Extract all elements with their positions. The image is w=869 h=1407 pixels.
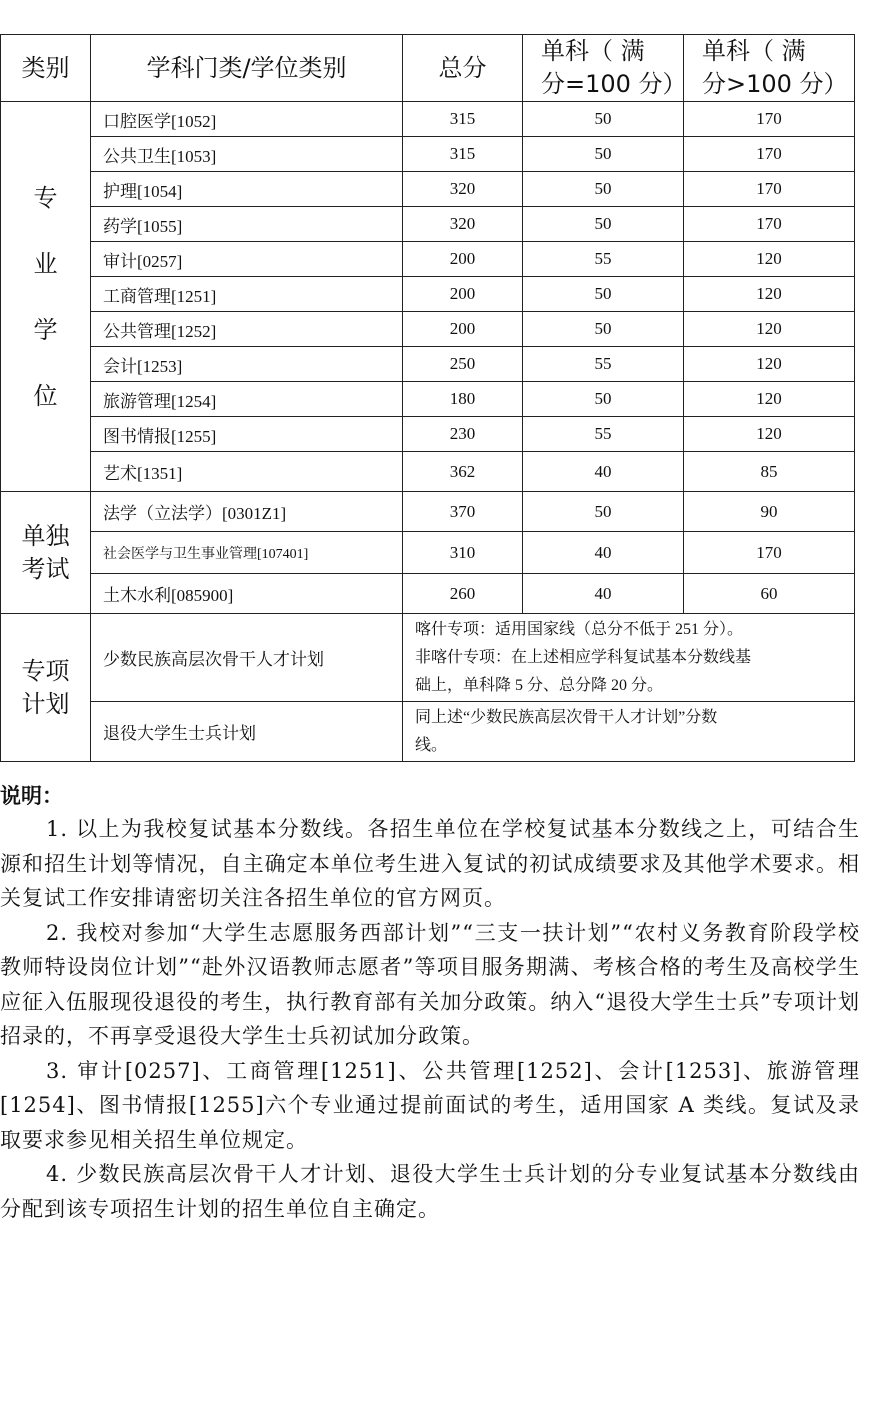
table-row (1, 102, 855, 137)
single-gt100-cell: 170 (684, 532, 855, 574)
total-cell: 315 (403, 102, 523, 137)
table-row (1, 207, 855, 242)
single-100-cell: 55 (523, 242, 684, 277)
header-total: 总分 (403, 35, 523, 102)
note-paragraph: 4. 少数民族高层次骨干人才计划、退役大学生士兵计划的分专业复试基本分数线由分配到该专项招生计划的招生单位自主确定。 (0, 1162, 860, 1221)
single-100-cell: 50 (523, 382, 684, 417)
table-row (1, 382, 855, 417)
single-100-cell: 50 (523, 492, 684, 532)
subject-cell: 艺术[1351] (91, 452, 403, 492)
single-100-cell: 50 (523, 277, 684, 312)
notes-section (0, 780, 860, 1226)
single-100-cell: 50 (523, 207, 684, 242)
single-gt100-cell: 60 (684, 574, 855, 614)
total-cell: 200 (403, 277, 523, 312)
total-cell: 250 (403, 347, 523, 382)
category-special: 专项 计划 (1, 614, 91, 762)
table-row (1, 492, 855, 532)
table-row (1, 574, 855, 614)
table-row (1, 614, 855, 702)
subject-cell: 药学[1055] (91, 207, 403, 242)
single-gt100-cell: 120 (684, 417, 855, 452)
single-gt100-cell: 120 (684, 347, 855, 382)
table-row (1, 347, 855, 382)
single-gt100-cell: 120 (684, 242, 855, 277)
subject-cell: 护理[1054] (91, 172, 403, 207)
subject-cell: 公共卫生[1053] (91, 137, 403, 172)
table-row (1, 172, 855, 207)
subject-cell: 旅游管理[1254] (91, 382, 403, 417)
header-discipline: 学科门类/学位类别 (91, 35, 403, 102)
single-gt100-cell: 85 (684, 452, 855, 492)
note-paragraph: 1. 以上为我校复试基本分数线。各招生单位在学校复试基本分数线之上，可结合生源和招生计划等情况，自主确定本单位考生进入复试的初试成绩要求及其他学术要求。相关复试工作安排请密切关注各招生单位的官方网页。 (0, 817, 860, 910)
subject-cell: 退役大学生士兵计划 (91, 702, 403, 762)
total-cell: 310 (403, 532, 523, 574)
table-row (1, 312, 855, 347)
note-cell: 喀什专项：适用国家线（总分不低于 251 分）。 非喀什专项：在上述相应学科复试基本分数线基 础上，单科降 5 分、总分降 20 分。 (403, 614, 855, 702)
table-row (1, 532, 855, 574)
single-gt100-cell: 120 (684, 312, 855, 347)
total-cell: 260 (403, 574, 523, 614)
single-100-cell: 50 (523, 312, 684, 347)
header-category: 类别 (1, 35, 91, 102)
single-100-cell: 50 (523, 137, 684, 172)
total-cell: 200 (403, 312, 523, 347)
single-100-cell: 40 (523, 574, 684, 614)
subject-cell: 口腔医学[1052] (91, 102, 403, 137)
single-100-cell: 40 (523, 532, 684, 574)
table-row (1, 452, 855, 492)
header-single-gt100: 单科（ 满 分>100 分） (684, 35, 855, 102)
single-100-cell: 50 (523, 102, 684, 137)
subject-cell: 社会医学与卫生事业管理[107401] (91, 532, 403, 574)
total-cell: 320 (403, 207, 523, 242)
subject-cell: 法学（立法学）[0301Z1] (91, 492, 403, 532)
single-gt100-cell: 120 (684, 277, 855, 312)
table-row (1, 242, 855, 277)
score-table (0, 34, 855, 762)
note-cell: 同上述“少数民族高层次骨干人才计划”分数 线。 (403, 702, 855, 762)
subject-cell: 审计[0257] (91, 242, 403, 277)
category-independent: 单独 考试 (1, 492, 91, 614)
single-gt100-cell: 170 (684, 102, 855, 137)
table-row (1, 277, 855, 312)
subject-cell: 会计[1253] (91, 347, 403, 382)
single-100-cell: 55 (523, 347, 684, 382)
total-cell: 362 (403, 452, 523, 492)
single-gt100-cell: 170 (684, 207, 855, 242)
total-cell: 315 (403, 137, 523, 172)
category-professional: 专 业 学 位 (1, 102, 91, 492)
total-cell: 370 (403, 492, 523, 532)
single-gt100-cell: 170 (684, 172, 855, 207)
total-cell: 200 (403, 242, 523, 277)
total-cell: 320 (403, 172, 523, 207)
total-cell: 180 (403, 382, 523, 417)
subject-cell: 图书情报[1255] (91, 417, 403, 452)
subject-cell: 少数民族高层次骨干人才计划 (91, 614, 403, 702)
subject-cell: 土木水利[085900] (91, 574, 403, 614)
single-gt100-cell: 170 (684, 137, 855, 172)
single-gt100-cell: 90 (684, 492, 855, 532)
table-row (1, 137, 855, 172)
header-single-100: 单科（ 满 分=100 分） (523, 35, 684, 102)
note-paragraph: 2. 我校对参加“大学生志愿服务西部计划”“三支一扶计划”“农村义务教育阶段学校教师特设岗位计划”“赴外汉语教师志愿者”等项目服务期满、考核合格的考生及高校学生应征入伍服现役退役的考生，执行教育部有关加分政策。纳入“退役大学生士兵”专项计划招录的，不再享受退役大学生士兵初试加分政策。 (0, 920, 860, 1048)
subject-cell: 公共管理[1252] (91, 312, 403, 347)
notes-title: 说明： (0, 784, 63, 808)
table-row (1, 417, 855, 452)
total-cell: 230 (403, 417, 523, 452)
single-100-cell: 50 (523, 172, 684, 207)
single-100-cell: 55 (523, 417, 684, 452)
table-row (1, 702, 855, 762)
single-gt100-cell: 120 (684, 382, 855, 417)
note-paragraph: 3. 审计[0257]、工商管理[1251]、公共管理[1252]、会计[1253]、旅游管理[1254]、图书情报[1255]六个专业通过提前面试的考生，适用国家 A 类线。复试及录取要求参见相关招生单位规定。 (0, 1058, 860, 1152)
table-header-row (1, 35, 855, 102)
subject-cell: 工商管理[1251] (91, 277, 403, 312)
single-100-cell: 40 (523, 452, 684, 492)
